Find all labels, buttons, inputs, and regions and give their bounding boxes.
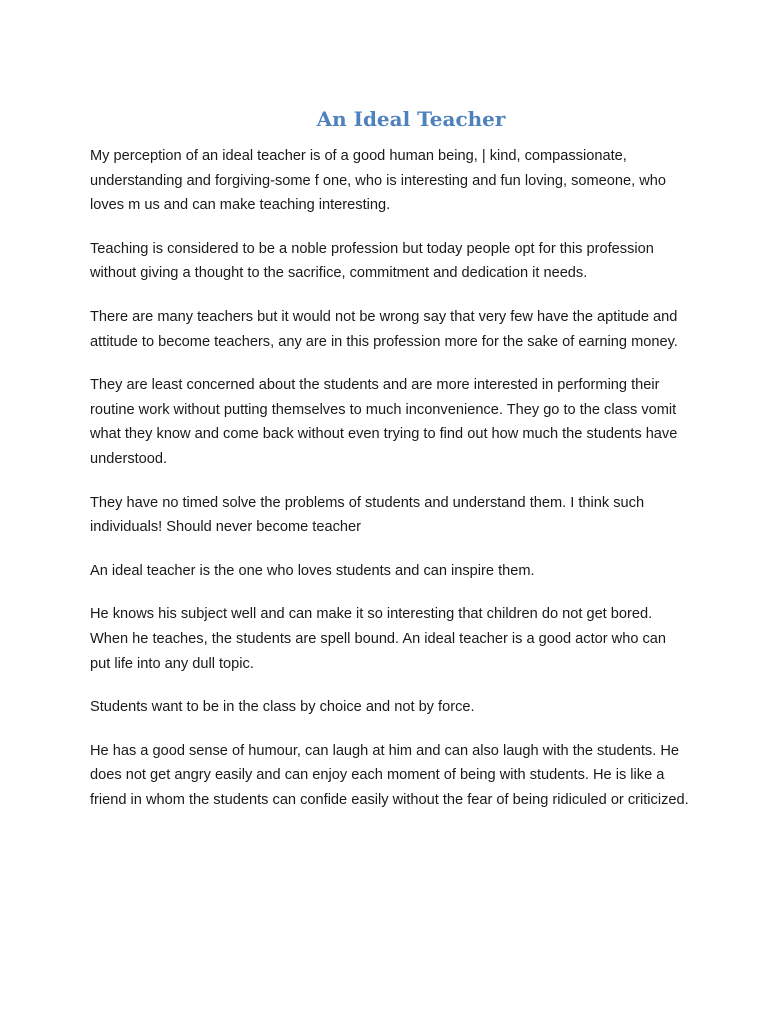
paragraph-8: Students want to be in the class by choice and not by force. <box>90 699 475 716</box>
paragraph-2: Teaching is considered to be a noble profession but today people opt for this profession without giving a thought to the sacrifice, commitment and dedication it needs. <box>90 240 654 282</box>
paragraph-1: My perception of an ideal teacher is of a good human being, | kind, compassionate, understanding and forgiving-some f one, who is interesting and fun loving, someone, who loves m us and can make teaching interesting. <box>90 148 666 214</box>
paragraph-4: They are least concerned about the students and are more interested in performing their routine work without putting themselves to much inconvenience. They go to the class vomit what they know and come back without even trying to find out how much the students have understood. <box>90 377 678 467</box>
paragraph-6: An ideal teacher is the one who loves students and can inspire them. <box>90 562 535 579</box>
paragraph-9: He has a good sense of humour, can laugh at him and can also laugh with the students. He does not get angry easily and can enjoy each moment of being with students. He is like a friend in whom the students can confide easily without the fear of being ridiculed or criticized. <box>90 742 689 808</box>
document-body <box>90 144 690 831</box>
document-title: An Ideal Teacher <box>316 107 506 131</box>
paragraph-5: They have no timed solve the problems of students and understand them. I think such individuals! Should never become teacher <box>90 494 645 536</box>
paragraph-7: He knows his subject well and can make it so interesting that children do not get bored. When he teaches, the students are spell bound. An ideal teacher is a good actor who can put life into any dull topic. <box>90 606 667 672</box>
paragraph-3: There are many teachers but it would not be wrong say that very few have the aptitude and attitude to become teachers, any are in this profession more for the sake of earning money. <box>90 308 678 350</box>
